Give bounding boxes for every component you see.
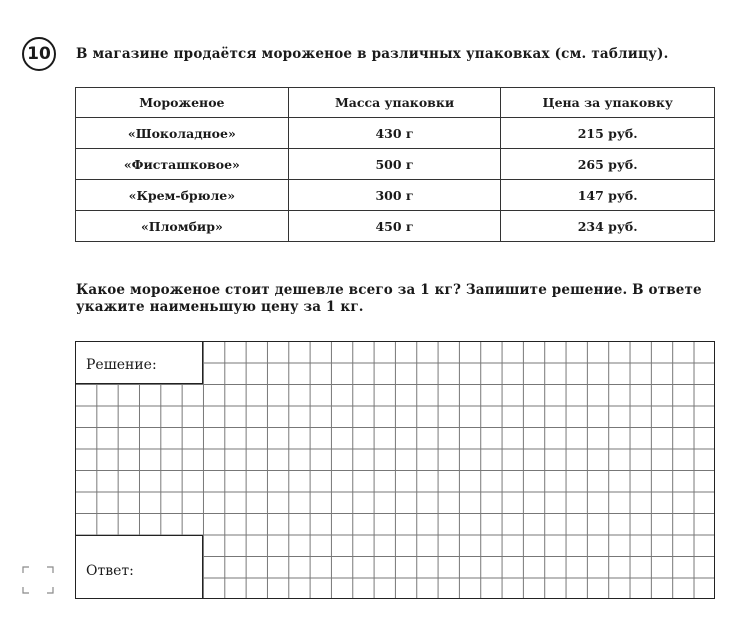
header-package-mass: Масса упаковки — [288, 88, 501, 118]
cell-package-price: 147 руб. — [501, 180, 715, 211]
task-number-badge — [22, 37, 56, 71]
ice-cream-table — [75, 87, 715, 242]
cell-package-mass: 500 г — [288, 149, 501, 180]
table-row — [76, 211, 715, 242]
scan-corner-marks-icon — [20, 564, 56, 596]
cell-ice-cream-name: «Крем-брюле» — [76, 180, 289, 211]
answer-label: Ответ: — [86, 563, 134, 579]
table-row — [76, 180, 715, 211]
cell-package-mass: 300 г — [288, 180, 501, 211]
question-text: Какое мороженое стоит дешевле всего за 1 кг? Запишите решение. В ответе укажите наименьшую цену за 1 кг. — [76, 282, 702, 315]
cell-ice-cream-name: «Пломбир» — [76, 211, 289, 242]
cell-package-price: 265 руб. — [501, 149, 715, 180]
solution-label-box — [75, 341, 203, 384]
table-row — [76, 118, 715, 149]
header-package-price: Цена за упаковку — [501, 88, 715, 118]
solution-label: Решение: — [86, 357, 157, 373]
header-ice-cream: Мороженое — [76, 88, 289, 118]
cell-ice-cream-name: «Шоколадное» — [76, 118, 289, 149]
answer-label-box — [75, 535, 203, 599]
cell-package-price: 234 руб. — [501, 211, 715, 242]
table-header-row — [76, 88, 715, 118]
cell-package-price: 215 руб. — [501, 118, 715, 149]
cell-ice-cream-name: «Фисташковое» — [76, 149, 289, 180]
table-row — [76, 149, 715, 180]
cell-package-mass: 430 г — [288, 118, 501, 149]
task-intro-text: В магазине продаётся мороженое в различных упаковках (см. таблицу). — [76, 46, 669, 62]
task-number: 10 — [27, 44, 51, 64]
cell-package-mass: 450 г — [288, 211, 501, 242]
